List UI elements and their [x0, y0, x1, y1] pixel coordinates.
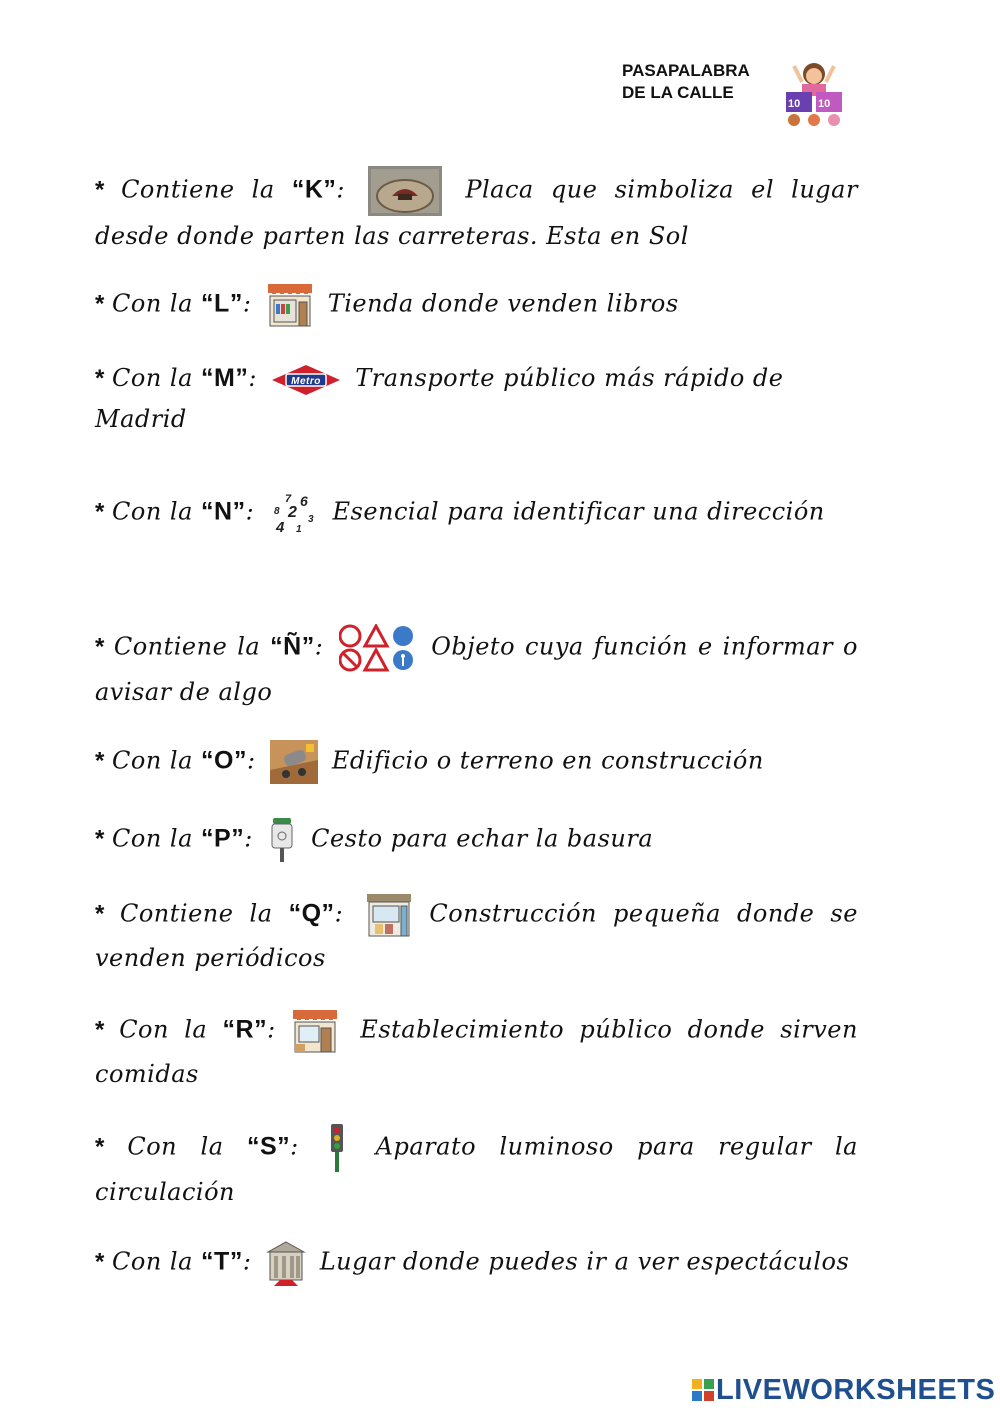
- clue-colon: :: [267, 1015, 276, 1044]
- numbers-icon: [268, 490, 318, 536]
- clue-text: Construcción pequeña donde se venden periódicos: [95, 899, 858, 972]
- clue-letter: “T”: [201, 1247, 243, 1276]
- clue-prefix: Con la: [112, 824, 193, 853]
- teacher-avatar-icon: [782, 60, 846, 126]
- bullet: *: [95, 1248, 113, 1276]
- litter-bin-icon: [267, 816, 297, 864]
- bullet: *: [95, 747, 113, 775]
- clue-letter: “Ñ”: [270, 632, 315, 661]
- title-line-1: PASAPALABRA: [622, 61, 750, 80]
- clue-colon: :: [242, 289, 252, 318]
- digit: 8: [274, 506, 281, 517]
- digit: 1: [296, 524, 303, 535]
- digit: 3: [308, 514, 315, 525]
- clue-text: Lugar donde puedes ir a ver espectáculos: [319, 1247, 850, 1276]
- bullet: *: [95, 1133, 128, 1161]
- clue-prefix: Contiene la: [119, 899, 273, 928]
- bullet: *: [95, 290, 113, 318]
- clue-text: Tienda donde venden libros: [327, 289, 679, 318]
- clue-prefix: Con la: [112, 746, 193, 775]
- clue-r: [95, 1008, 858, 1094]
- digit: 7: [285, 493, 292, 505]
- title-line-2: DE LA CALLE: [622, 83, 734, 102]
- clue-m: [95, 358, 858, 439]
- clue-text: Objeto cuya función e informar o avisar de algo: [95, 632, 858, 706]
- kilometro-cero-plaque-icon: [368, 166, 442, 216]
- digit: 6: [300, 493, 309, 509]
- svg-text:10: 10: [788, 98, 801, 110]
- bullet: *: [95, 176, 122, 204]
- clue-text: Establecimiento público donde sirven comidas: [95, 1015, 858, 1088]
- clue-letter: “N”: [201, 497, 246, 526]
- metro-sign-icon: [271, 364, 341, 396]
- clue-k: [95, 166, 858, 256]
- clue-s: [95, 1124, 858, 1212]
- clue-letter: “S”: [246, 1132, 291, 1161]
- clue-letter: “R”: [222, 1015, 268, 1044]
- clue-letter: “K”: [291, 175, 337, 204]
- clue-l: [95, 282, 858, 328]
- clue-letter: “P”: [201, 824, 245, 853]
- clue-colon: :: [247, 746, 256, 775]
- newsstand-icon: [365, 892, 413, 938]
- clue-letter: “Q”: [288, 899, 335, 928]
- bullet: *: [95, 498, 113, 526]
- clue-text: Aparato luminoso para regular la circulación: [95, 1132, 858, 1206]
- traffic-signs-icon: [339, 624, 415, 672]
- clue-q: [95, 892, 858, 978]
- clue-colon: :: [334, 899, 344, 928]
- clue-prefix: Con la: [119, 1015, 208, 1044]
- restaurant-icon: [291, 1008, 339, 1054]
- clue-prefix: Con la: [112, 289, 193, 318]
- bullet: *: [95, 825, 113, 853]
- clue-t: [95, 1240, 858, 1286]
- clue-text: Placa que simboliza el lugar desde donde parten las carreteras. Esta en Sol: [95, 175, 858, 250]
- clue-prefix: Con la: [112, 364, 193, 392]
- clue-prefix: Con la: [127, 1132, 224, 1161]
- bullet: *: [95, 633, 114, 661]
- clue-colon: :: [245, 497, 255, 526]
- clue-letter: “L”: [201, 289, 243, 318]
- clue-n: [95, 490, 858, 536]
- clue-text: Edificio o terreno en construcción: [331, 746, 764, 775]
- liveworksheets-logo: [692, 1374, 995, 1407]
- clue-o: [95, 740, 858, 784]
- liveworksheets-icon: [692, 1376, 714, 1398]
- svg-text:10: 10: [818, 98, 831, 110]
- clue-text: Cesto para echar la basura: [311, 824, 654, 853]
- clue-colon: :: [248, 364, 257, 392]
- clue-letter: “M”: [201, 364, 249, 392]
- clue-text: Esencial para identificar una dirección: [332, 497, 825, 526]
- worksheet-title: [622, 60, 750, 104]
- bookshop-icon: [266, 282, 314, 328]
- digit: 4: [276, 519, 286, 536]
- clue-colon: :: [242, 1247, 252, 1276]
- traffic-light-icon: [328, 1124, 346, 1172]
- digit: 2: [288, 504, 298, 521]
- bullet: *: [95, 900, 120, 928]
- bullet: *: [95, 1016, 120, 1044]
- clue-p: [95, 816, 858, 864]
- clue-enye: [95, 624, 858, 712]
- bullet: *: [95, 365, 113, 392]
- clue-text: Transporte público más rápido de Madrid: [95, 364, 784, 433]
- clue-letter: “O”: [201, 746, 247, 775]
- clue-colon: :: [314, 632, 324, 661]
- clue-prefix: Contiene la: [121, 175, 275, 204]
- construction-icon: [270, 740, 318, 784]
- clue-colon: :: [244, 824, 253, 853]
- clue-prefix: Con la: [112, 1247, 193, 1276]
- clue-colon: :: [290, 1132, 299, 1161]
- theatre-icon: [266, 1240, 306, 1286]
- clue-colon: :: [336, 175, 345, 204]
- clue-prefix: Contiene la: [113, 632, 261, 661]
- brand-text: LIVEWORKSHEETS: [716, 1374, 996, 1406]
- metro-sign-text: Metro: [291, 375, 321, 387]
- clue-prefix: Con la: [112, 497, 193, 526]
